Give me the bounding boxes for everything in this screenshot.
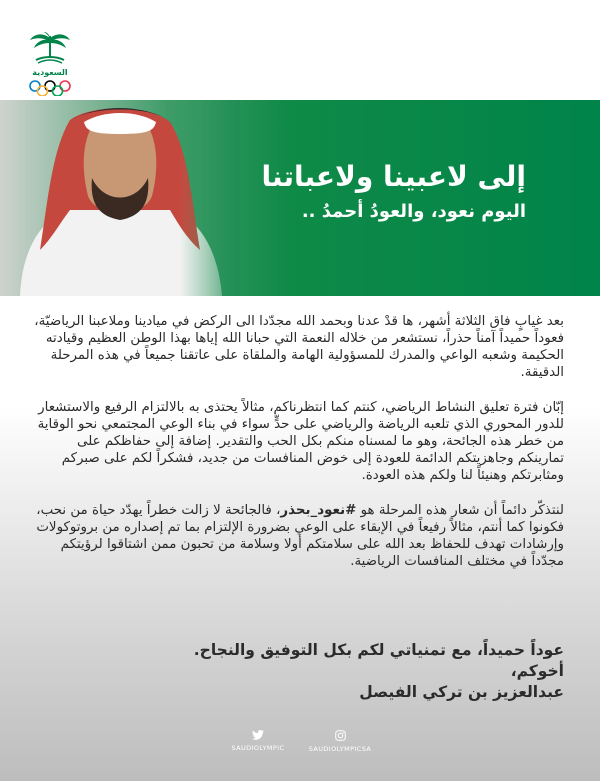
social-links: [0, 730, 600, 770]
hashtag: #نعود_بحذر: [280, 503, 357, 518]
instagram-link[interactable]: [290, 730, 390, 753]
twitter-icon: [252, 730, 264, 740]
paragraph-1: بعد غيابٍ فاق الثلاثة أشهر، ها قدْ عدنا وبحمد الله مجدّدا الى الركض في ميادينا وملاعبنا الرياضيّة، فعوداً حميداً آمناً حذراً، نستشعر من خلاله النعمة التي حبانا الله إياها بهذا الوطن العظيم وقيادته الحكيمة وشعبه الواعي والمدرك للمسؤولية الهامة والملقاة على عاتقنا جميعاً في هذه المرحلة الدقيقة.: [34, 314, 564, 380]
banner-headline: إلى لاعبينا ولاعباتنا: [261, 160, 526, 193]
header-bar: [0, 0, 600, 100]
paragraph-3: [28, 502, 564, 570]
instagram-icon: [335, 730, 346, 741]
instagram-handle: SAUDIOLYMPICSA: [308, 745, 372, 753]
letter-closing: [28, 640, 564, 703]
hero-banner: [0, 100, 600, 296]
paragraph-3-rest: ، فالجائحة لا زالت خطراً يهدّد حياة من نحب، فكونوا كما أنتم، مثالاً رفيعاً في الإبقاء على الوعي بضرورة الإلتزام بما تم إصداره من بروتوكولات وإرشادات تهدف للحفاظ بعد الله على سلامتكم أولا وسلامة من تحبون ممن اشتاقوا لرؤيتكم مجدّداً في مختلف المنافسات الرياضية.: [36, 503, 564, 569]
olympic-rings-icon: [22, 80, 78, 96]
saudi-olympic-logo: [22, 32, 78, 94]
closing-sign-off: أخوكم،: [510, 662, 564, 680]
closing-signature: عبدالعزيز بن تركي الفيصل: [359, 683, 564, 701]
portrait-photo: [0, 100, 240, 296]
paragraph-3-intro: لنتذكّر دائماً أن شعار هذه المرحلة هو: [356, 503, 564, 518]
twitter-handle: SAUDIOLYMPIC: [231, 744, 285, 752]
closing-wish: عوداً حميداً، مع تمنياتي لكم بكل التوفيق والنجاح.: [193, 641, 564, 659]
paragraph-2: إبّان فترة تعليق النشاط الرياضي، كنتم كما انتظرناكم، مثالاً يحتذى به بالالتزام الرفيع والاستشعار للدور المحوري الذي تلعبه الرياضة والرياضي على حدٍّ سواء في بناء الوعي المجتمعي نحو الوقاية من خطر هذه الجائحة، وهو ما لمسناه منكم بكل الحب والتقدير. إضافة إلى حفاظكم على تمارينكم وجاهزيتكم الدائمة للعودة إلى خوض المنافسات من جديد، فشكراً لكم على صبركم ومثابرتكم وهنيئاً لنا ولكم هذه العودة.: [37, 400, 564, 483]
logo-text: السعودية: [32, 68, 68, 77]
banner-subheadline: اليوم نعود، والعودُ أحمدُ ..: [301, 201, 526, 222]
letter-body: [28, 313, 564, 588]
